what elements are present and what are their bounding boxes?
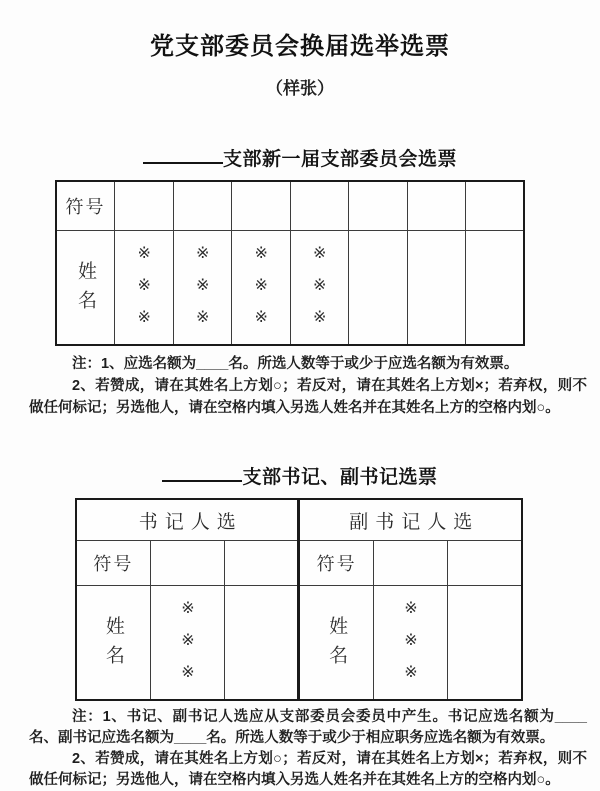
symbol-label-cell bbox=[299, 541, 373, 586]
table-row bbox=[76, 499, 522, 541]
mark-cell bbox=[173, 231, 232, 346]
table-cell bbox=[115, 181, 174, 231]
symbol-label: 符号 bbox=[93, 554, 134, 574]
blank-underline bbox=[162, 479, 242, 482]
secretary-ballot-table bbox=[75, 498, 523, 701]
deputy-secretary-header: 副书记人选 bbox=[349, 511, 480, 533]
note-paragraph: 2、若赞成，请在其姓名上方划○；若反对，请在其姓名上方划×；若弃权，则不做任何标记；另选他人，请在空格内填入另选人姓名并在其姓名上方的空格内划○。 bbox=[29, 751, 587, 788]
reference-marks: ※※※ bbox=[310, 243, 330, 339]
note-paragraph: 2、若赞成，请在其姓名上方划○；若反对，请在其姓名上方划×；若弃权，则不做任何标记；另选他人，请在空格内填入另选人姓名并在其姓名上方的空格内划○。 bbox=[29, 378, 587, 416]
section1-heading bbox=[0, 144, 600, 171]
mark-cell bbox=[373, 586, 447, 701]
table-cell bbox=[150, 541, 224, 586]
page-title: 党支部委员会换届选举选票 bbox=[150, 33, 450, 60]
mark-cell bbox=[232, 231, 291, 346]
name-label: 姓名 bbox=[75, 261, 96, 319]
section2-heading-text: 支部书记、副书记选票 bbox=[242, 467, 438, 488]
table-cell bbox=[349, 231, 408, 346]
mark-cell bbox=[150, 586, 224, 701]
table-row bbox=[56, 231, 524, 346]
reference-marks: ※※※ bbox=[178, 598, 198, 694]
secretary-header-cell bbox=[76, 499, 299, 541]
section2-heading bbox=[0, 462, 600, 489]
section2-notes bbox=[29, 707, 587, 791]
section1-heading-text: 支部新一届支部委员会选票 bbox=[222, 149, 457, 170]
name-label: 姓名 bbox=[326, 616, 348, 674]
symbol-label: 符号 bbox=[316, 554, 357, 574]
section1-notes bbox=[29, 353, 587, 419]
name-label-cell bbox=[56, 231, 115, 346]
page-subtitle: （样张） bbox=[266, 79, 334, 98]
table-cell bbox=[349, 181, 408, 231]
table-cell bbox=[225, 541, 299, 586]
table-row bbox=[76, 586, 522, 701]
deputy-secretary-header-cell bbox=[299, 499, 522, 541]
table-cell bbox=[373, 541, 447, 586]
table-cell bbox=[466, 231, 525, 346]
table-cell bbox=[225, 586, 299, 701]
name-label-cell bbox=[299, 586, 373, 701]
name-label: 姓名 bbox=[102, 616, 124, 674]
secretary-header: 书记人选 bbox=[138, 511, 243, 533]
symbol-label-cell bbox=[76, 541, 150, 586]
table-cell bbox=[448, 586, 522, 701]
reference-marks: ※※※ bbox=[134, 243, 154, 339]
symbol-label-cell bbox=[56, 181, 115, 231]
table-cell bbox=[407, 231, 466, 346]
table-cell bbox=[173, 181, 232, 231]
table-cell bbox=[466, 181, 525, 231]
table-cell bbox=[448, 541, 522, 586]
reference-marks: ※※※ bbox=[193, 243, 213, 339]
table-cell bbox=[290, 181, 349, 231]
reference-marks: ※※※ bbox=[251, 243, 271, 339]
table-row bbox=[76, 541, 522, 586]
mark-cell bbox=[290, 231, 349, 346]
symbol-label: 符号 bbox=[65, 197, 106, 217]
mark-cell bbox=[115, 231, 174, 346]
table-row bbox=[56, 181, 524, 231]
name-label-cell bbox=[76, 586, 150, 701]
blank-underline bbox=[143, 161, 223, 164]
reference-marks: ※※※ bbox=[401, 598, 421, 694]
table-cell bbox=[232, 181, 291, 231]
note-paragraph: 注：1、应选名额为____名。所选人数等于或少于应选名额为有效票。 bbox=[72, 356, 519, 372]
note-paragraph: 注：1、书记、副书记人选应从支部委员会委员中产生。书记应选名额为____名、副书记应选名额为____名。所选人数等于或少于相应职务应选名额为有效票。 bbox=[29, 709, 587, 746]
committee-ballot-table bbox=[55, 180, 525, 346]
table-cell bbox=[407, 181, 466, 231]
